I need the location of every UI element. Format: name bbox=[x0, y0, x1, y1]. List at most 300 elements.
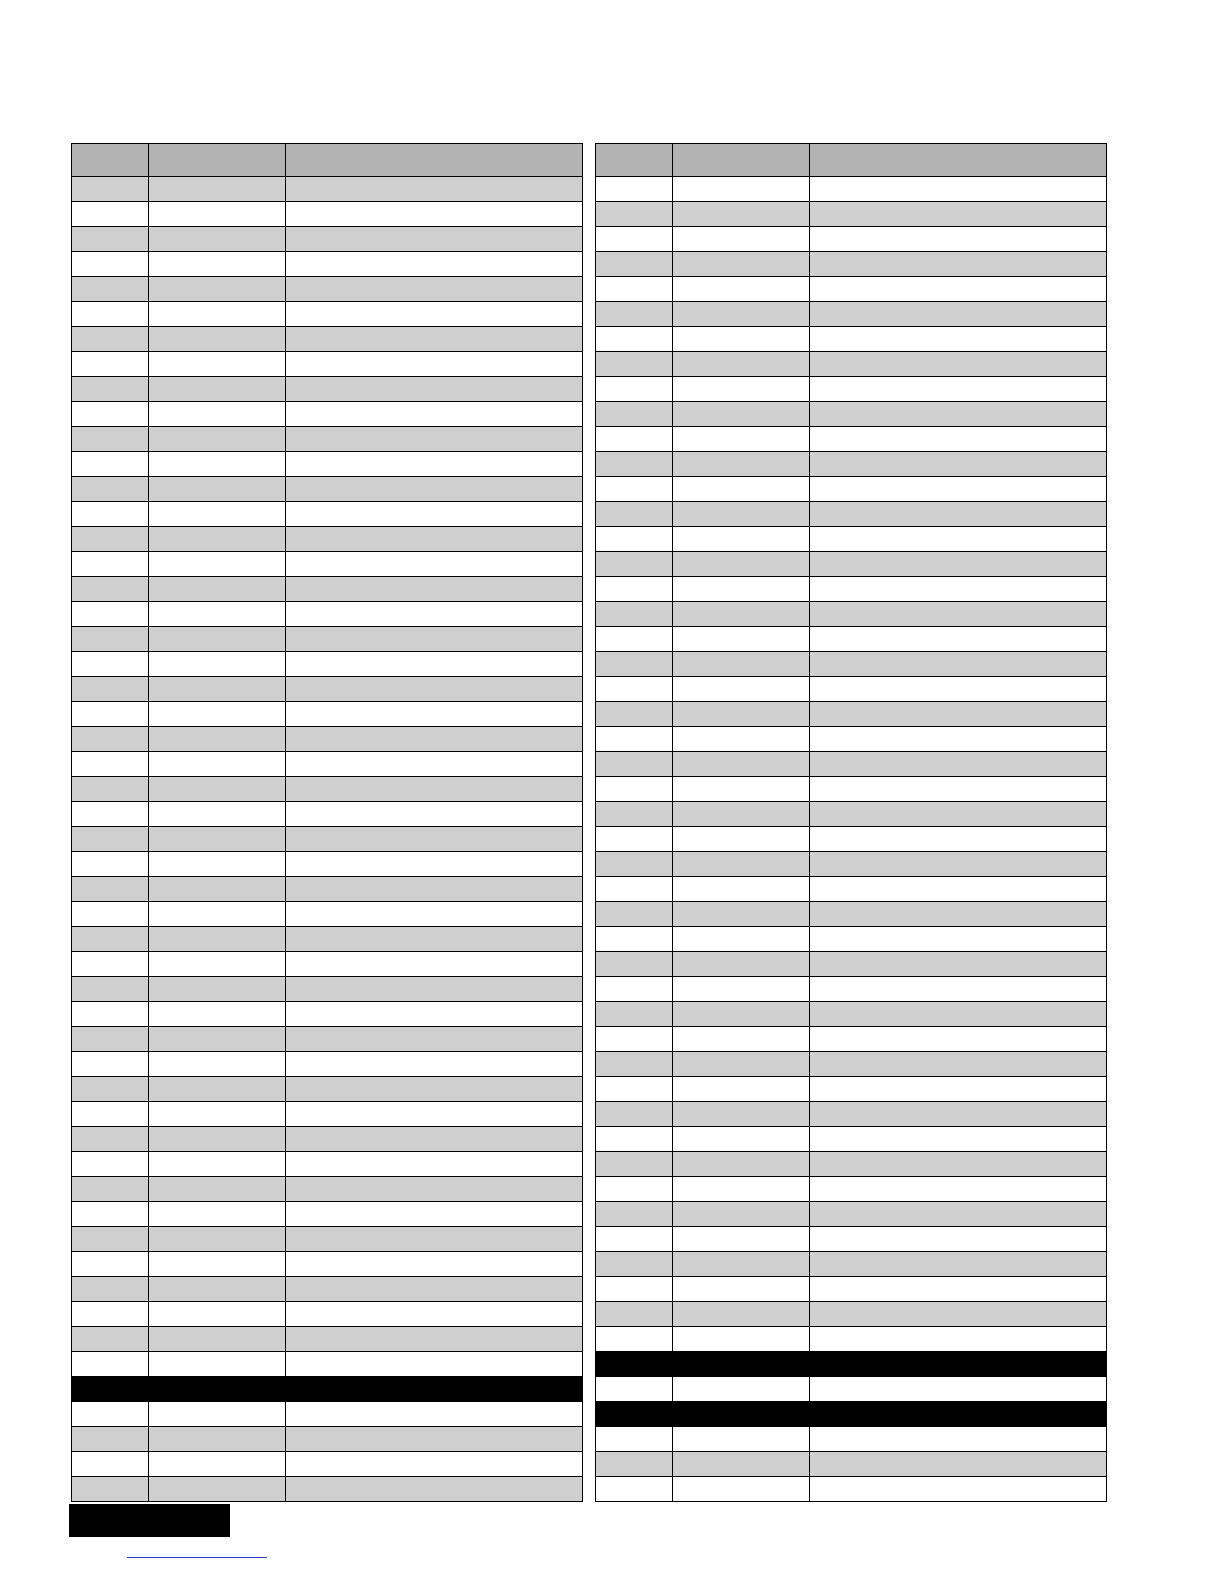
left-table-row bbox=[72, 1127, 583, 1152]
left-table-cell bbox=[72, 227, 149, 252]
left-table-cell bbox=[286, 927, 583, 952]
right-table-cell bbox=[673, 802, 810, 827]
left-table-cell bbox=[286, 677, 583, 702]
left-table-cell bbox=[72, 802, 149, 827]
left-table-row bbox=[72, 1452, 583, 1477]
left-table-cell bbox=[72, 1477, 149, 1502]
left-table-cell bbox=[149, 977, 286, 1002]
right-table-row bbox=[596, 702, 1107, 727]
left-table-cell bbox=[286, 552, 583, 577]
left-table-header-row bbox=[72, 144, 583, 177]
left-table-cell bbox=[72, 1077, 149, 1102]
right-table-row bbox=[596, 1327, 1107, 1352]
left-table-cell bbox=[286, 1227, 583, 1252]
right-table-row bbox=[596, 927, 1107, 952]
right-table-cell bbox=[810, 352, 1107, 377]
right-table-header-row bbox=[596, 144, 1107, 177]
left-table-row bbox=[72, 727, 583, 752]
right-table-cell bbox=[810, 902, 1107, 927]
right-table-cell bbox=[810, 752, 1107, 777]
right-table-cell bbox=[673, 1402, 810, 1427]
right-table-cell bbox=[810, 1477, 1107, 1502]
left-table-cell bbox=[72, 302, 149, 327]
right-table-cell bbox=[810, 952, 1107, 977]
right-table-row bbox=[596, 1402, 1107, 1427]
right-table-cell bbox=[810, 202, 1107, 227]
right-table-cell bbox=[596, 652, 673, 677]
right-table-cell bbox=[673, 1202, 810, 1227]
footer-link[interactable] bbox=[127, 1557, 267, 1559]
right-table-row bbox=[596, 1102, 1107, 1127]
right-table-cell bbox=[810, 1427, 1107, 1452]
right-table-cell bbox=[596, 677, 673, 702]
left-table-cell bbox=[149, 1177, 286, 1202]
left-table-cell bbox=[72, 327, 149, 352]
left-table-cell bbox=[72, 777, 149, 802]
right-table-row bbox=[596, 377, 1107, 402]
right-table-cell bbox=[673, 827, 810, 852]
left-table-cell bbox=[286, 252, 583, 277]
left-table-cell bbox=[72, 1002, 149, 1027]
right-table-cell bbox=[596, 402, 673, 427]
left-table-cell bbox=[286, 502, 583, 527]
right-table-row bbox=[596, 1202, 1107, 1227]
right-table-cell bbox=[673, 877, 810, 902]
left-table-cell bbox=[286, 402, 583, 427]
right-table-row bbox=[596, 402, 1107, 427]
right-table-cell bbox=[596, 627, 673, 652]
left-table-cell bbox=[72, 527, 149, 552]
right-table-cell bbox=[673, 902, 810, 927]
right-table-cell bbox=[810, 1377, 1107, 1402]
left-table-cell bbox=[286, 1377, 583, 1402]
left-table-cell bbox=[149, 402, 286, 427]
right-table-cell bbox=[810, 727, 1107, 752]
right-table-cell bbox=[596, 1052, 673, 1077]
right-table-cell bbox=[810, 1002, 1107, 1027]
right-table-cell bbox=[810, 802, 1107, 827]
left-table-row bbox=[72, 952, 583, 977]
right-table-cell bbox=[673, 1052, 810, 1077]
left-table-row bbox=[72, 877, 583, 902]
left-table-cell bbox=[149, 852, 286, 877]
left-table-cell bbox=[149, 677, 286, 702]
right-table-cell bbox=[596, 1127, 673, 1152]
left-table-cell bbox=[149, 1002, 286, 1027]
right-table-cell bbox=[596, 1377, 673, 1402]
right-table-cell bbox=[810, 1402, 1107, 1427]
left-table-cell bbox=[149, 1427, 286, 1452]
right-table-row bbox=[596, 977, 1107, 1002]
left-table-cell bbox=[72, 277, 149, 302]
right-table-cell bbox=[810, 1102, 1107, 1127]
right-table-row bbox=[596, 302, 1107, 327]
left-table-cell bbox=[286, 1302, 583, 1327]
left-table-row bbox=[72, 1427, 583, 1452]
left-table-row bbox=[72, 1027, 583, 1052]
left-table-cell bbox=[149, 627, 286, 652]
left-table-cell bbox=[149, 502, 286, 527]
right-table-row bbox=[596, 277, 1107, 302]
left-table-body bbox=[72, 177, 583, 1502]
left-table-row bbox=[72, 802, 583, 827]
right-table-cell bbox=[810, 252, 1107, 277]
left-table-cell bbox=[286, 277, 583, 302]
right-table-cell bbox=[596, 752, 673, 777]
right-table-row bbox=[596, 1452, 1107, 1477]
right-table-cell bbox=[810, 1277, 1107, 1302]
left-table-cell bbox=[149, 1052, 286, 1077]
left-table-cell bbox=[149, 1227, 286, 1252]
right-table-cell bbox=[810, 1077, 1107, 1102]
right-table-cell bbox=[596, 302, 673, 327]
left-table-cell bbox=[286, 827, 583, 852]
right-table-cell bbox=[810, 777, 1107, 802]
left-table-row bbox=[72, 1302, 583, 1327]
left-table-row bbox=[72, 1327, 583, 1352]
right-table-cell bbox=[810, 702, 1107, 727]
left-table-cell bbox=[72, 602, 149, 627]
right-table-header-cell bbox=[673, 144, 810, 177]
left-table-cell bbox=[149, 452, 286, 477]
right-table-cell bbox=[673, 677, 810, 702]
right-table-row bbox=[596, 202, 1107, 227]
right-table-row bbox=[596, 1077, 1107, 1102]
left-table-cell bbox=[286, 1002, 583, 1027]
left-table-cell bbox=[286, 802, 583, 827]
right-table-cell bbox=[673, 852, 810, 877]
left-table-cell bbox=[72, 652, 149, 677]
right-table-cell bbox=[596, 777, 673, 802]
right-table-row bbox=[596, 727, 1107, 752]
left-table-cell bbox=[72, 827, 149, 852]
right-table-row bbox=[596, 427, 1107, 452]
left-table-cell bbox=[286, 427, 583, 452]
left-table-cell bbox=[72, 1452, 149, 1477]
right-table-cell bbox=[673, 277, 810, 302]
right-table-cell bbox=[673, 1177, 810, 1202]
right-table-row bbox=[596, 452, 1107, 477]
right-table-cell bbox=[810, 177, 1107, 202]
right-table-header-cell bbox=[596, 144, 673, 177]
left-table-cell bbox=[286, 1052, 583, 1077]
left-table-cell bbox=[286, 1327, 583, 1352]
left-table-row bbox=[72, 702, 583, 727]
left-table-cell bbox=[72, 577, 149, 602]
left-table-cell bbox=[286, 577, 583, 602]
left-table-cell bbox=[72, 352, 149, 377]
left-table-cell bbox=[149, 877, 286, 902]
left-table-cell bbox=[72, 552, 149, 577]
left-table bbox=[71, 143, 583, 1502]
left-table-cell bbox=[72, 1277, 149, 1302]
left-table-cell bbox=[286, 327, 583, 352]
right-table-cell bbox=[673, 727, 810, 752]
right-table-cell bbox=[673, 352, 810, 377]
right-table-row bbox=[596, 477, 1107, 502]
right-table-cell bbox=[596, 702, 673, 727]
right-table-cell bbox=[810, 227, 1107, 252]
left-table-cell bbox=[72, 1227, 149, 1252]
left-table-cell bbox=[286, 852, 583, 877]
right-table-row bbox=[596, 877, 1107, 902]
right-table-cell bbox=[673, 1352, 810, 1377]
left-table-cell bbox=[72, 627, 149, 652]
left-table-cell bbox=[286, 602, 583, 627]
left-table-row bbox=[72, 902, 583, 927]
right-table-cell bbox=[673, 177, 810, 202]
right-table-row bbox=[596, 652, 1107, 677]
right-table-cell bbox=[810, 1052, 1107, 1077]
right-table-cell bbox=[810, 577, 1107, 602]
right-table-cell bbox=[810, 327, 1107, 352]
left-table-cell bbox=[286, 1027, 583, 1052]
right-table-row bbox=[596, 177, 1107, 202]
left-table-cell bbox=[149, 277, 286, 302]
left-table-row bbox=[72, 652, 583, 677]
left-table-cell bbox=[149, 802, 286, 827]
left-table-cell bbox=[286, 1402, 583, 1427]
left-table-cell bbox=[286, 302, 583, 327]
left-table-cell bbox=[72, 1102, 149, 1127]
left-table-cell bbox=[286, 977, 583, 1002]
right-table-cell bbox=[673, 1477, 810, 1502]
left-table-cell bbox=[72, 1302, 149, 1327]
left-table-cell bbox=[149, 1127, 286, 1152]
right-table-cell bbox=[596, 477, 673, 502]
left-table-row bbox=[72, 277, 583, 302]
left-table-cell bbox=[149, 252, 286, 277]
left-table-row bbox=[72, 552, 583, 577]
left-table-cell bbox=[149, 1252, 286, 1277]
left-table-cell bbox=[149, 1302, 286, 1327]
left-table-cell bbox=[72, 1052, 149, 1077]
left-table-row bbox=[72, 1277, 583, 1302]
left-table-cell bbox=[72, 852, 149, 877]
left-table-row bbox=[72, 1102, 583, 1127]
right-table-cell bbox=[810, 627, 1107, 652]
left-table-row bbox=[72, 1477, 583, 1502]
left-table-cell bbox=[286, 1127, 583, 1152]
left-table-cell bbox=[149, 1452, 286, 1477]
right-table-row bbox=[596, 1277, 1107, 1302]
left-table-row bbox=[72, 377, 583, 402]
right-table-row bbox=[596, 852, 1107, 877]
left-table-cell bbox=[72, 1327, 149, 1352]
left-table-cell bbox=[149, 702, 286, 727]
left-table-row bbox=[72, 977, 583, 1002]
left-table-row bbox=[72, 1177, 583, 1202]
right-table-cell bbox=[810, 527, 1107, 552]
right-table-cell bbox=[596, 452, 673, 477]
right-table-row bbox=[596, 1427, 1107, 1452]
left-table-row bbox=[72, 1402, 583, 1427]
right-table-cell bbox=[596, 952, 673, 977]
right-table-cell bbox=[673, 602, 810, 627]
right-table-cell bbox=[673, 1077, 810, 1102]
left-table-cell bbox=[149, 827, 286, 852]
right-table-row bbox=[596, 1127, 1107, 1152]
left-table-row bbox=[72, 352, 583, 377]
right-table-row bbox=[596, 1027, 1107, 1052]
left-table-cell bbox=[286, 752, 583, 777]
right-table-cell bbox=[596, 827, 673, 852]
left-table-cell bbox=[72, 977, 149, 1002]
right-table-row bbox=[596, 1477, 1107, 1502]
left-table-cell bbox=[286, 1102, 583, 1127]
right-table-cell bbox=[810, 1202, 1107, 1227]
right-table-cell bbox=[673, 502, 810, 527]
left-table-cell bbox=[72, 1152, 149, 1177]
left-table-cell bbox=[149, 1202, 286, 1227]
left-table-cell bbox=[286, 652, 583, 677]
right-table-cell bbox=[596, 1352, 673, 1377]
right-table-cell bbox=[596, 927, 673, 952]
left-table-cell bbox=[72, 502, 149, 527]
right-table-row bbox=[596, 1227, 1107, 1252]
right-table-row bbox=[596, 1352, 1107, 1377]
right-table-cell bbox=[810, 277, 1107, 302]
right-table-header-cell bbox=[810, 144, 1107, 177]
left-table-row bbox=[72, 827, 583, 852]
right-table-cell bbox=[810, 552, 1107, 577]
left-table-cell bbox=[149, 427, 286, 452]
left-table-cell bbox=[286, 1252, 583, 1277]
right-table-cell bbox=[596, 852, 673, 877]
left-table-cell bbox=[286, 527, 583, 552]
left-table-cell bbox=[149, 1277, 286, 1302]
right-table-row bbox=[596, 1377, 1107, 1402]
right-table-body bbox=[596, 177, 1107, 1502]
left-table-cell bbox=[286, 1477, 583, 1502]
right-table-cell bbox=[673, 777, 810, 802]
left-table-cell bbox=[72, 377, 149, 402]
left-table-row bbox=[72, 777, 583, 802]
left-table-cell bbox=[149, 527, 286, 552]
right-table-row bbox=[596, 577, 1107, 602]
right-table-cell bbox=[596, 202, 673, 227]
left-table-row bbox=[72, 1252, 583, 1277]
right-table-cell bbox=[810, 1152, 1107, 1177]
right-table-cell bbox=[596, 252, 673, 277]
right-table-cell bbox=[596, 1177, 673, 1202]
left-table-cell bbox=[286, 1177, 583, 1202]
right-table-row bbox=[596, 802, 1107, 827]
right-table-cell bbox=[810, 1177, 1107, 1202]
left-table-cell bbox=[72, 402, 149, 427]
right-table-cell bbox=[673, 302, 810, 327]
right-table-cell bbox=[673, 1327, 810, 1352]
left-table-row bbox=[72, 1077, 583, 1102]
left-table-cell bbox=[286, 477, 583, 502]
right-table-cell bbox=[673, 627, 810, 652]
left-table-cell bbox=[149, 952, 286, 977]
left-table-row bbox=[72, 927, 583, 952]
left-table-cell bbox=[72, 927, 149, 952]
right-table-cell bbox=[673, 227, 810, 252]
left-table-cell bbox=[149, 777, 286, 802]
left-table-cell bbox=[72, 727, 149, 752]
right-table-cell bbox=[673, 952, 810, 977]
left-table-cell bbox=[286, 902, 583, 927]
left-table-cell bbox=[72, 1177, 149, 1202]
right-table-row bbox=[596, 902, 1107, 927]
right-table-row bbox=[596, 677, 1107, 702]
left-table-cell bbox=[286, 952, 583, 977]
left-table-row bbox=[72, 427, 583, 452]
right-table-cell bbox=[596, 227, 673, 252]
left-table-cell bbox=[286, 1152, 583, 1177]
right-table-row bbox=[596, 1002, 1107, 1027]
right-table-cell bbox=[673, 1027, 810, 1052]
left-table-cell bbox=[149, 1102, 286, 1127]
right-table-cell bbox=[673, 977, 810, 1002]
left-table-cell bbox=[286, 877, 583, 902]
left-table-row bbox=[72, 402, 583, 427]
right-table-cell bbox=[673, 1102, 810, 1127]
right-table-cell bbox=[673, 477, 810, 502]
right-table-cell bbox=[596, 1252, 673, 1277]
left-table-cell bbox=[286, 702, 583, 727]
right-table-cell bbox=[673, 527, 810, 552]
left-table-row bbox=[72, 1227, 583, 1252]
right-table-row bbox=[596, 1052, 1107, 1077]
right-table-cell bbox=[596, 1202, 673, 1227]
left-table-cell bbox=[149, 927, 286, 952]
left-table-cell bbox=[149, 327, 286, 352]
left-table-cell bbox=[149, 202, 286, 227]
right-table-cell bbox=[596, 427, 673, 452]
right-table-cell bbox=[596, 377, 673, 402]
right-table-cell bbox=[673, 252, 810, 277]
left-table-cell bbox=[149, 177, 286, 202]
right-table-cell bbox=[810, 677, 1107, 702]
left-table-cell bbox=[72, 677, 149, 702]
right-table-cell bbox=[673, 927, 810, 952]
left-table-cell bbox=[72, 452, 149, 477]
left-table-cell bbox=[72, 1427, 149, 1452]
left-table-cell bbox=[149, 1152, 286, 1177]
left-table-cell bbox=[72, 202, 149, 227]
right-table-cell bbox=[596, 1002, 673, 1027]
left-table-cell bbox=[149, 602, 286, 627]
left-table-cell bbox=[149, 477, 286, 502]
right-table-cell bbox=[810, 1027, 1107, 1052]
left-table-cell bbox=[72, 1377, 149, 1402]
left-table-cell bbox=[286, 202, 583, 227]
right-table-cell bbox=[810, 1452, 1107, 1477]
right-table-cell bbox=[673, 377, 810, 402]
right-table-cell bbox=[596, 1477, 673, 1502]
left-table-row bbox=[72, 502, 583, 527]
right-table-row bbox=[596, 252, 1107, 277]
left-table-cell bbox=[72, 952, 149, 977]
right-table-cell bbox=[810, 877, 1107, 902]
right-table-cell bbox=[810, 977, 1107, 1002]
right-table-cell bbox=[673, 1377, 810, 1402]
left-table-cell bbox=[72, 477, 149, 502]
left-table-row bbox=[72, 452, 583, 477]
left-table-cell bbox=[149, 552, 286, 577]
left-table-cell bbox=[72, 1202, 149, 1227]
left-table-row bbox=[72, 252, 583, 277]
right-table-cell bbox=[596, 1327, 673, 1352]
right-table-cell bbox=[673, 1152, 810, 1177]
right-table-row bbox=[596, 1302, 1107, 1327]
right-table-cell bbox=[596, 277, 673, 302]
right-table-cell bbox=[810, 377, 1107, 402]
right-table-cell bbox=[596, 177, 673, 202]
